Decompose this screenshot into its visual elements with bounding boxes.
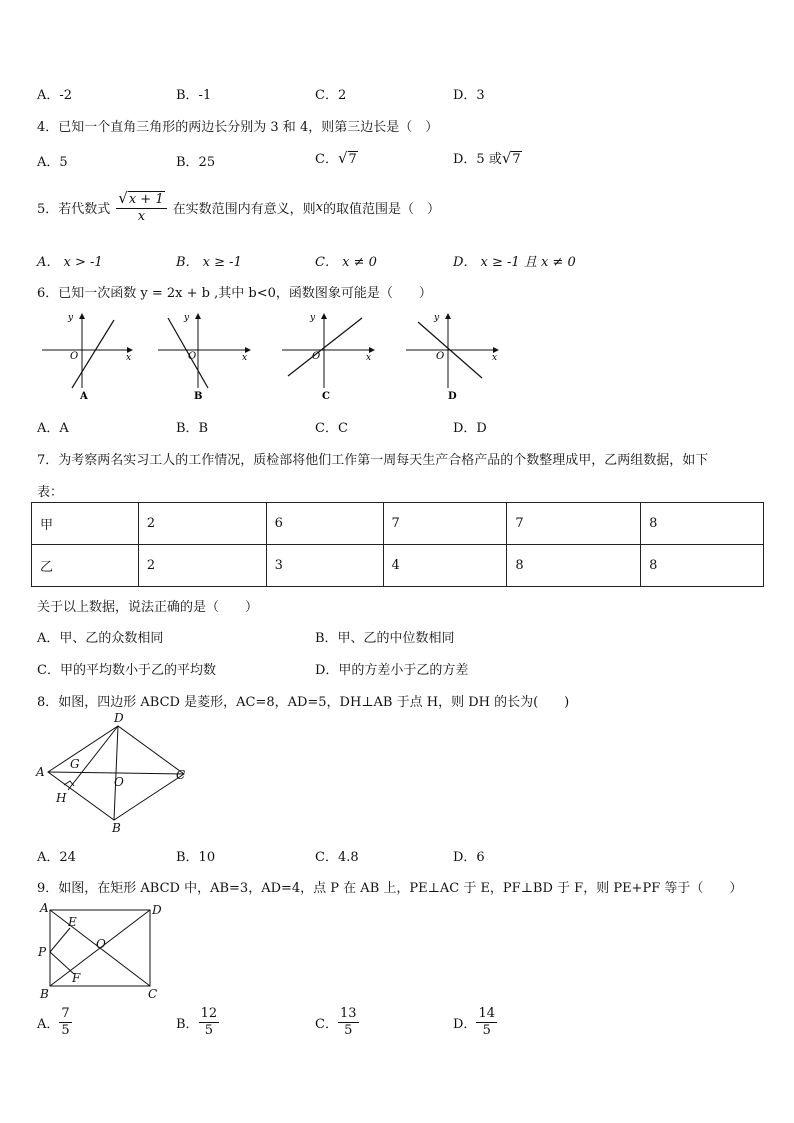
- q7-option-d: D．甲的方差小于乙的方差: [315, 663, 469, 678]
- q9-option-b-label: B．: [176, 1017, 199, 1032]
- q5-option-d: D． x ≥ -1 且 x ≠ 0: [453, 255, 576, 270]
- table-cell: 乙: [32, 545, 139, 587]
- fraction-numerator: 14: [478, 1006, 495, 1021]
- q8-label-g: G: [70, 757, 80, 771]
- q8-option-d: D．6: [453, 850, 485, 865]
- q9-label-e: E: [68, 915, 77, 929]
- y-axis-label: y: [184, 313, 190, 323]
- table-cell: 3: [266, 545, 383, 587]
- origin-label: O: [188, 351, 197, 362]
- q9-rectangle-figure: [34, 898, 174, 1004]
- x-axis-label: x: [492, 353, 498, 363]
- origin-label: O: [70, 351, 79, 362]
- q9-label-o: O: [96, 937, 106, 951]
- x-axis-label: x: [366, 353, 372, 363]
- q5-stem-after: 在实数范围内有意义，则: [172, 202, 316, 217]
- graph-label-d: D: [448, 391, 457, 402]
- fraction-numerator: 12: [200, 1006, 218, 1021]
- fraction-numerator: 13: [339, 1006, 357, 1021]
- q8-label-d: D: [114, 711, 124, 725]
- q7-data-table: [31, 502, 764, 587]
- q6-graph-d: [406, 313, 498, 402]
- origin-label: O: [312, 351, 321, 362]
- q9-option-b: [176, 1006, 219, 1039]
- q9-option-a: [37, 1006, 72, 1039]
- graph-label-a: A: [80, 391, 88, 402]
- q5-variable: x: [315, 200, 323, 215]
- q9-option-a-fraction: [59, 1006, 71, 1039]
- q5-stem-before: 5．若代数式: [37, 202, 111, 217]
- q7-option-a: A．甲、乙的众数相同: [37, 631, 164, 646]
- q9-option-c-label: C．: [315, 1017, 338, 1032]
- sqrt-symbol: √7: [501, 149, 521, 167]
- q9-option-b-fraction: [199, 1006, 220, 1039]
- graph-label-c: C: [322, 391, 330, 402]
- q9-label-f: F: [72, 971, 81, 985]
- q4-option-b: B．25: [176, 155, 216, 170]
- table-cell: 7: [383, 503, 507, 545]
- graph-label-b: B: [194, 391, 203, 402]
- q7-option-b: B．甲、乙的中位数相同: [315, 631, 455, 646]
- origin-label: O: [436, 351, 445, 362]
- fraction-denominator: 5: [204, 1023, 213, 1038]
- q8-label-h: H: [56, 791, 67, 805]
- q6-graphs: [36, 308, 516, 403]
- q6-option-b: B．B: [176, 421, 209, 436]
- q7-stem-line2: 表：: [37, 485, 64, 500]
- q8-option-a: A．24: [37, 850, 76, 865]
- y-axis-label: y: [310, 313, 316, 323]
- q3-option-b: B．-1: [176, 88, 212, 103]
- table-cell: 6: [266, 503, 383, 545]
- q8-stem: 8．如图，四边形 ABCD 是菱形，AC=8，AD=5，DH⊥AB 于点 H，则 DH 的长为( ): [37, 695, 570, 710]
- table-cell: 2: [138, 503, 266, 545]
- table-cell: 8: [641, 545, 764, 587]
- q7-ask: 关于以上数据，说法正确的是（ ）: [37, 600, 259, 615]
- q8-label-o: O: [114, 775, 124, 789]
- q8-option-c: C．4.8: [315, 850, 359, 865]
- q5-option-b: B． x ≥ -1: [176, 255, 242, 270]
- q6-graph-b: [158, 313, 250, 402]
- table-row: [32, 503, 764, 545]
- q3-option-c: C．2: [315, 88, 347, 103]
- q6-graph-c: [282, 313, 374, 402]
- q8-label-a: A: [36, 765, 45, 779]
- table-cell: 甲: [32, 503, 139, 545]
- q9-option-c-fraction: [338, 1006, 359, 1039]
- q5-fraction: $\frac{√x + 1}{x}$: [116, 190, 166, 225]
- q9-option-d: [453, 1006, 497, 1039]
- q4-option-a: A．5: [37, 155, 68, 170]
- table-cell: 8: [507, 545, 641, 587]
- fraction-denominator: 5: [482, 1023, 491, 1038]
- q4-option-d-label: D．5 或: [453, 152, 502, 167]
- table-row: [32, 545, 764, 587]
- q7-option-c: C．甲的平均数小于乙的平均数: [37, 663, 216, 678]
- q8-rhombus-figure: [34, 708, 194, 838]
- table-cell: 7: [507, 503, 641, 545]
- sqrt-symbol: √7: [337, 149, 357, 167]
- q6-graph-a: [42, 313, 132, 402]
- q9-label-d: D: [152, 903, 162, 917]
- fraction-denominator: 5: [344, 1023, 353, 1038]
- q9-label-b: B: [40, 987, 49, 1001]
- x-axis-label: x: [126, 353, 132, 363]
- fraction-denominator: 5: [61, 1023, 70, 1038]
- q9-label-p: P: [38, 945, 47, 959]
- q4-option-d: [453, 148, 522, 167]
- q9-option-d-label: D．: [453, 1017, 477, 1032]
- y-axis-label: y: [68, 313, 74, 323]
- table-cell: 8: [641, 503, 764, 545]
- q9-option-d-fraction: [476, 1006, 497, 1039]
- q8-label-c: C: [176, 768, 186, 782]
- q6-stem: 6．已知一次函数 y = 2x + b ,其中 b<0，函数图象可能是（ ）: [37, 286, 432, 301]
- q4-option-d-radicand: 7: [512, 152, 521, 167]
- q5-fraction-denominator: x: [137, 209, 146, 224]
- q5-stem: [37, 190, 440, 225]
- x-axis-label: x: [242, 353, 248, 363]
- q3-option-d: D．3: [453, 88, 485, 103]
- q4-option-c: [315, 148, 358, 167]
- q5-option-c: C． x ≠ 0: [315, 255, 377, 270]
- q8-label-b: B: [112, 821, 121, 835]
- q9-label-c: C: [148, 987, 158, 1001]
- q7-stem-line1: 7．为考察两名实习工人的工作情况，质检部将他们工作第一周每天生产合格产品的个数整理成甲，乙两组数据，如下: [37, 453, 709, 468]
- q4-option-c-radicand: 7: [348, 152, 357, 167]
- q9-option-c: [315, 1006, 359, 1039]
- q6-option-c: C．C: [315, 421, 348, 436]
- q9-label-a: A: [40, 901, 49, 915]
- q9-option-a-label: A．: [37, 1017, 60, 1032]
- table-cell: 4: [383, 545, 507, 587]
- q4-stem: 4．已知一个直角三角形的两边长分别为 3 和 4，则第三边长是（ ）: [37, 120, 439, 135]
- table-cell: 2: [138, 545, 266, 587]
- q6-option-d: D．D: [453, 421, 487, 436]
- q6-option-a: A．A: [37, 421, 69, 436]
- q9-stem: 9．如图，在矩形 ABCD 中，AB=3，AD=4，点 P 在 AB 上，PE⊥AC 于 E，PF⊥BD 于 F，则 PE+PF 等于（ ）: [37, 881, 743, 896]
- q5-option-a: A． x > -1: [37, 255, 103, 270]
- q5-stem-end: 的取值范围是（ ）: [322, 202, 440, 217]
- fraction-numerator: 7: [61, 1006, 70, 1021]
- q4-option-c-label: C．: [315, 152, 338, 167]
- q5-fraction-numerator: x + 1: [128, 192, 164, 207]
- y-axis-label: y: [434, 313, 440, 323]
- q8-option-b: B．10: [176, 850, 216, 865]
- q3-option-a: A．-2: [37, 88, 73, 103]
